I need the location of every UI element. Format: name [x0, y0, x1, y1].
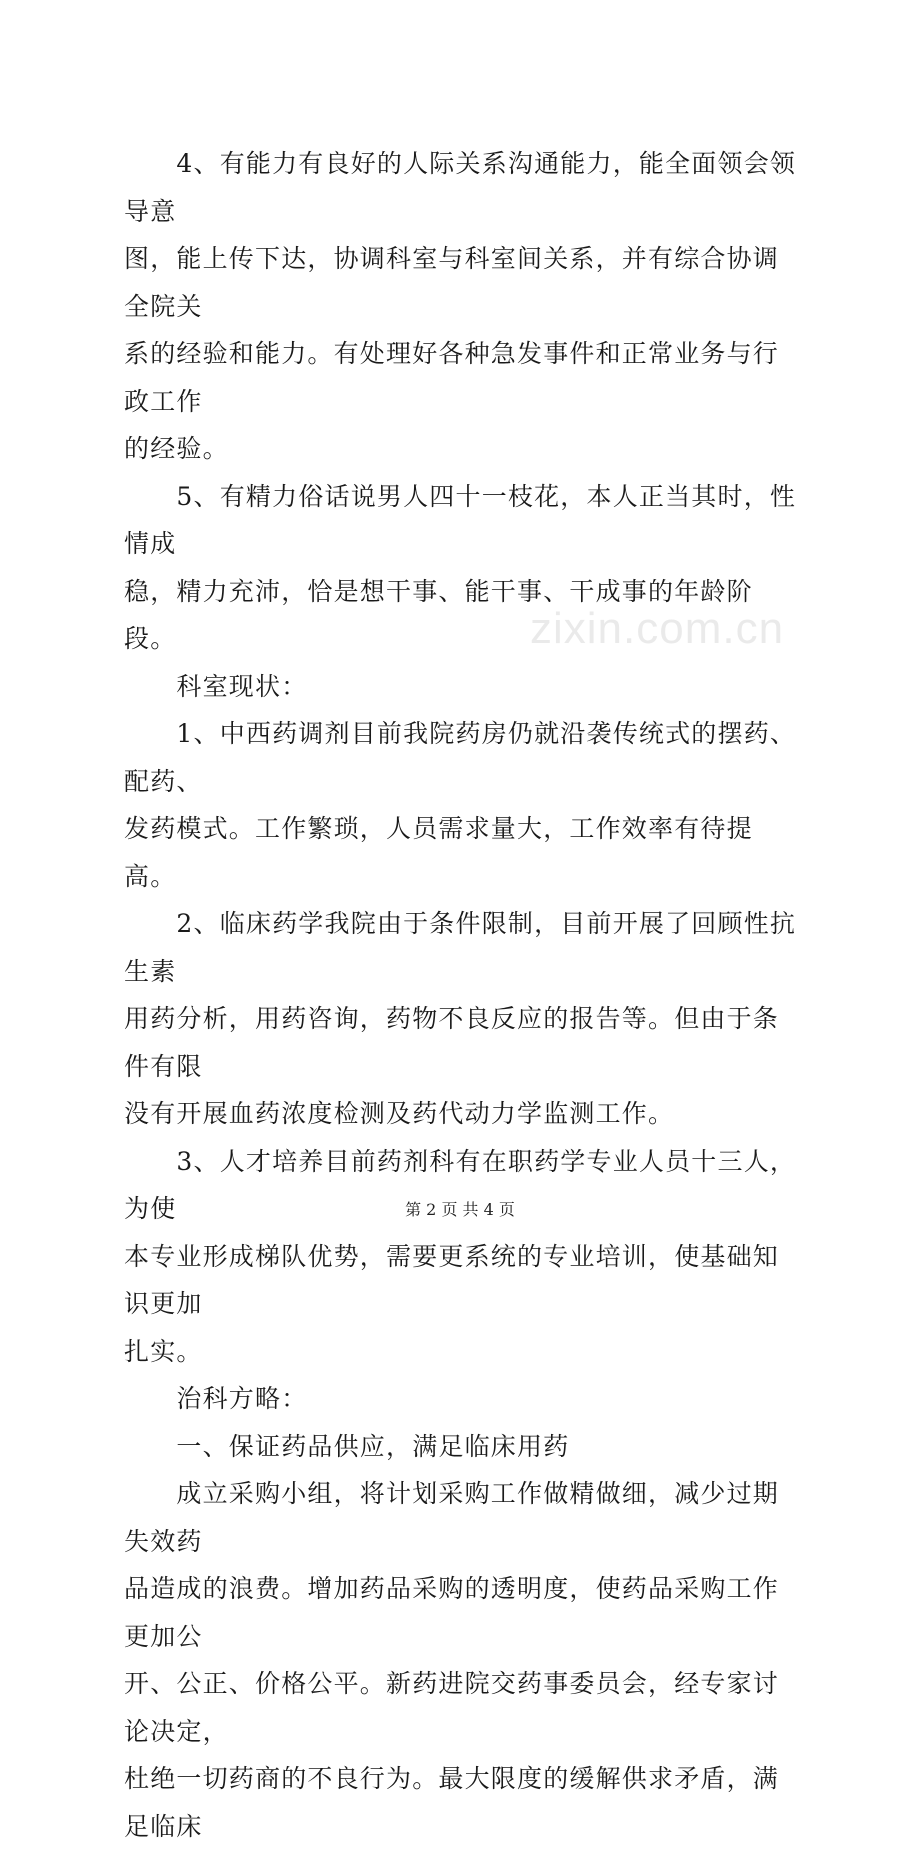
text-line: 成立采购小组，将计划采购工作做精做细，减少过期失效药 [124, 1479, 780, 1556]
text-line: 本专业形成梯队优势，需要更系统的专业培训，使基础知识更加 [124, 1241, 780, 1318]
text-line: 1、中西药调剂目前我院药房仍就沿袭传统式的摆药、配药、 [124, 719, 797, 796]
text-line: 杜绝一切药商的不良行为。最大限度的缓解供求矛盾，满足临床 [124, 1764, 780, 1841]
page-number-footer: 第 2 页 共 4 页 [405, 1200, 515, 1219]
text-line: 用药分析，用药咨询，药物不良反应的报告等。但由于条件有限 [124, 1004, 780, 1081]
document-body [124, 140, 800, 1850]
text-line: 开、公正、价格公平。新药进院交药事委员会，经专家讨论决定， [124, 1669, 780, 1746]
text-line: 一、保证药品供应，满足临床用药 [124, 1431, 570, 1461]
text-line: 治科方略： [124, 1384, 308, 1413]
text-line: 没有开展血药浓度检测及药代动力学监测工作。 [124, 1099, 675, 1128]
text-line: 4、有能力有良好的人际关系沟通能力，能全面领会领导意 [124, 149, 797, 226]
text-line: 发药模式。工作繁琐，人员需求量大，工作效率有待提高。 [124, 814, 753, 891]
text-line: 2、临床药学我院由于条件限制，目前开展了回顾性抗生素 [124, 909, 797, 986]
text-line: 的经验。 [124, 434, 229, 463]
text-line: 5、有精力俗话说男人四十一枝花，本人正当其时，性情成 [124, 481, 797, 558]
text-line: 3、人才培养目前药剂科有在职药学专业人员十三人，为使 [124, 1146, 797, 1223]
text-line: 稳，精力充沛，恰是想干事、能干事、干成事的年龄阶段。 [124, 576, 753, 653]
text-line: 图，能上传下达，协调科室与科室间关系，并有综合协调全院关 [124, 244, 780, 321]
watermark-logo: zixin.com.cn [530, 604, 785, 653]
text-line: 系的经验和能力。有处理好各种急发事件和正常业务与行政工作 [124, 339, 780, 416]
text-line: 品造成的浪费。增加药品采购的透明度，使药品采购工作更加公 [124, 1574, 780, 1651]
text-line: 科室现状： [124, 671, 308, 701]
text-line: 扎实。 [124, 1336, 203, 1366]
